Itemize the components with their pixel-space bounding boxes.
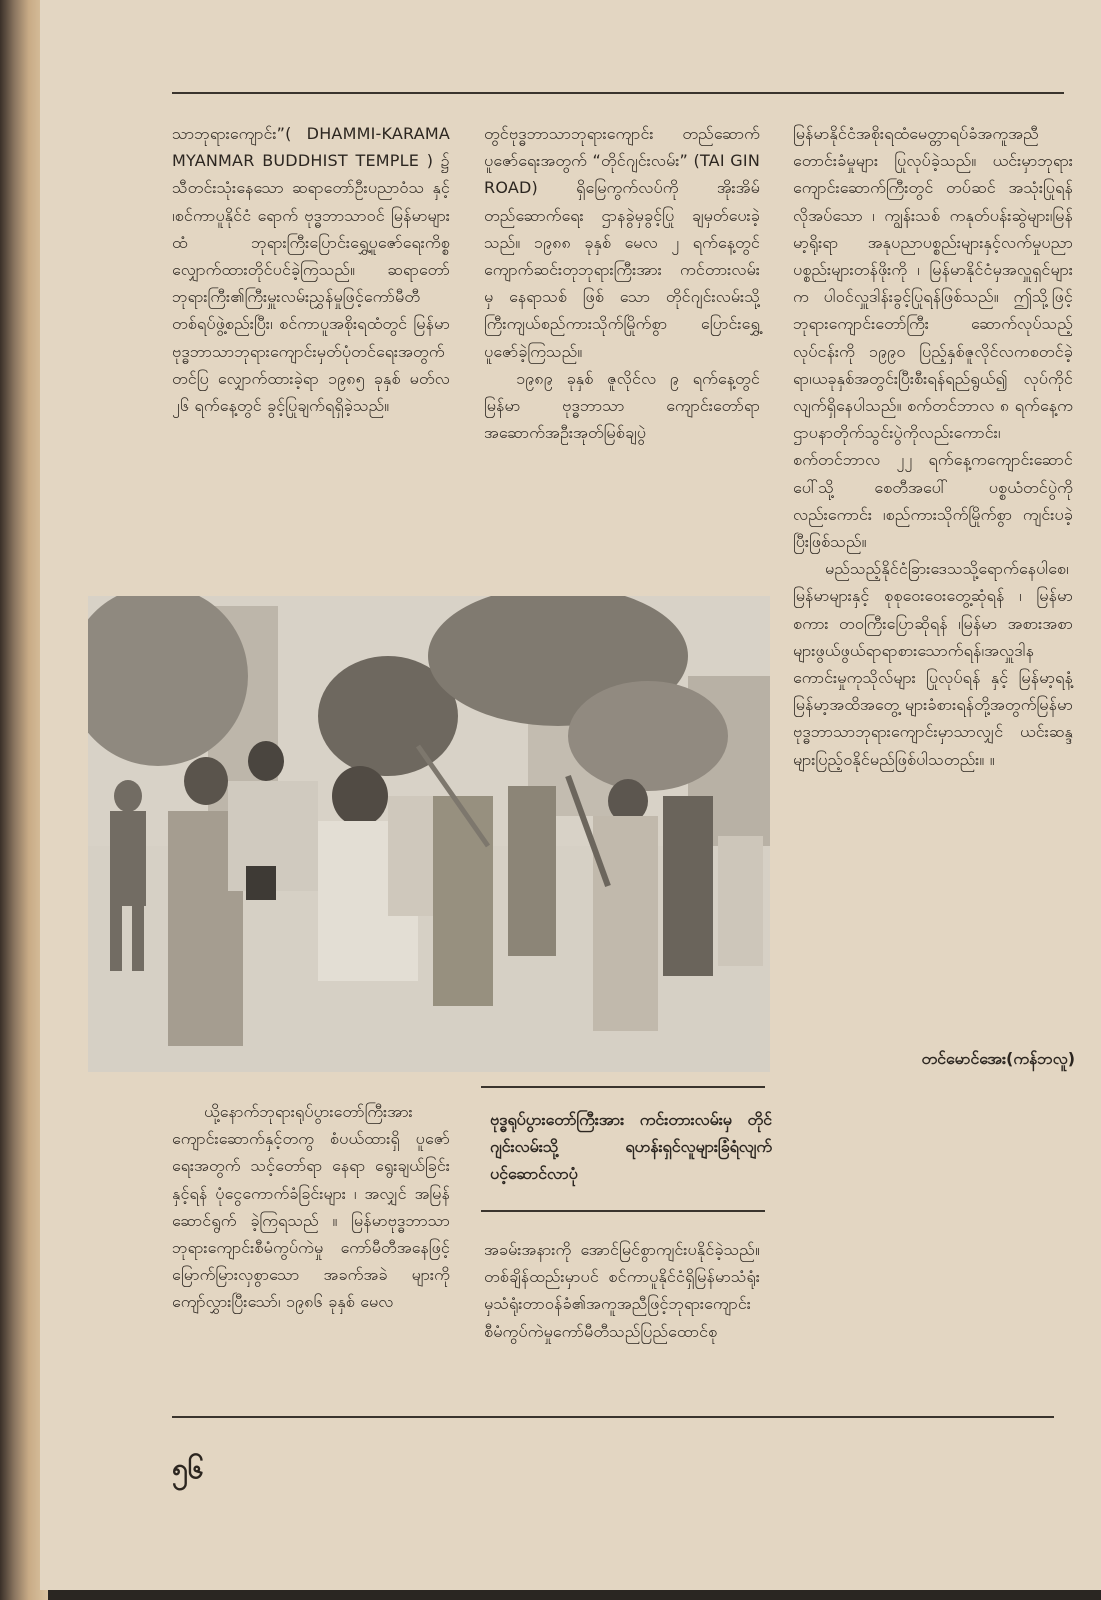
column-2-paragraph-2: ၁၉၈၉ ခုနှစ် ဇူလိုင်လ ၉ ရက်နေ့တွင် မြန်မာ ဗုဒ္ဓဘာသာ ကျောင်းတော်ရာ အဆောက်အဦးအုတ်မြစ်ချပွဲ (484, 368, 760, 443)
caption-top-rule (481, 1086, 765, 1088)
page-number: ၅၆ (172, 1452, 204, 1485)
column-2-bottom (484, 1236, 760, 1345)
column-1-bottom (172, 1098, 450, 1316)
column-1-top-text: သာဘုရားကျောင်း”( DHAMMI-KARAMA MYANMAR BUDDHIST TEMPLE ) ၌ သီတင်းသုံးနေသော ဆရာတော်ဦးပညာဝံသ နှင့် ၊စင်ကာပူနိုင်ငံ ရောက် ဗုဒ္ဓဘာသာဝင် မြန်မာများထံ ဘုရားကြီးပြောင်းရွှေ့ပူဇော်ရေးကိစ္စ လျှောက်ထားတိုင်ပင်ခဲ့ကြသည်။ ဆရာတော်ဘုရားကြီး၏ကြီးမှူးလမ်းညွှန်မှုဖြင့်ကော်မီတီတစ်ရပ်ဖွဲ့စည်းပြီး၊ စင်ကာပူအစိုးရထံတွင် မြန်မာဗုဒ္ဓဘာသာဘုရားကျောင်းမှတ်ပုံတင်ရေးအတွက်တင်ပြ လျှောက်ထားခဲ့ရာ ၁၉၈၅ ခုနှစ် မတ်လ ၂၆ ရက်နေ့တွင် ခွင့်ပြုချက်ရရှိခဲ့သည်။ (172, 124, 450, 416)
column-1-top (172, 120, 450, 419)
procession-photo (88, 596, 770, 1072)
author-signature: တင်မောင်အေး(ကန်ဘလူ) (921, 1049, 1075, 1068)
bottom-rule (172, 1416, 1054, 1418)
column-2-paragraph-1: တွင်ဗုဒ္ဓဘာသာဘုရားကျောင်း တည်ဆောက်ပူဇော်ရေးအတွက် “တိုင်ဂျင်းလမ်း” (TAI GIN ROAD) ရှိမြေကွက်လပ်ကို အိုးအိမ် တည်ဆောက်ရေး ဌာနခွဲမှခွင့်ပြု ချမှတ်ပေးခဲ့သည်။ ၁၉၈၈ ခုနှစ် မေလ ၂ ရက်နေ့တွင် ကျောက်ဆင်းတုဘုရားကြီးအား ကင်တားလမ်း မှ နေရာသစ် ဖြစ် သော တိုင်ဂျင်းလမ်းသို့ ကြီးကျယ်စည်ကားသိုက်မြိုက်စွာ ပြောင်းရွှေ့ ပူဇော်ခဲ့ကြသည်။ (484, 124, 760, 361)
column-2-top (484, 120, 760, 446)
top-rule (172, 92, 1064, 94)
column-1-bottom-text: ယို့နောက်ဘုရားရုပ်ပွားတော်ကြီးအား ကျောင်းဆောက်နှင့်တကွ စံပယ်ထားရှိ ပူဇော်ရေးအတွက် သင့်တော်ရာ နေရာ ရွေးချယ်ခြင်းနှင့်ရန် ပုံငွေကောက်ခံခြင်းများ ၊ အလျှင် အမြန် ဆောင်ရွက် ခဲ့ကြရသည် ။ မြန်မာဗုဒ္ဓဘာသာ ဘုရားကျောင်းစီမံကွပ်ကဲမှု ကော်မီတီအနေဖြင့် မြောက်မြားလှစွာသော အခက်အခဲ များကို ကျော်လွှားပြီးသော်၊ ၁၉၈၆ ခုနှစ် မေလ (172, 1102, 450, 1312)
column-3-paragraph-1: မြန်မာနိုင်ငံအစိုးရထံမေတ္တာရပ်ခံအကူအညီ တောင်းခံမှုများ ပြုလုပ်ခဲ့သည်။ ယင်းမှာဘုရားကျောင်းဆောက်ကြီးတွင် တပ်ဆင် အသုံးပြုရန် လိုအပ်သော ၊ ကျွန်းသစ် ကနုတ်ပန်းဆွဲများ၊မြန်မာ့ရိုးရာ အနုပညာပစ္စည်းများနှင့်လက်မှုပညာပစ္စည်းများတန်ဖိုးကို ၊ မြန်မာနိုင်ငံမှအလှူရှင်များက ပါဝင်လှူဒါန်းခွင့်ပြုရန်ဖြစ်သည်။ ဤသို့ဖြင့် ဘုရားကျောင်းတော်ကြီး ဆောက်လုပ်သည့်လုပ်ငန်းကို ၁၉၉၀ ပြည့်နှစ်ဇူလိုင်လကစတင်ခဲ့ရာ၊ယခုနှစ်အတွင်းပြီးစီးရန်ရည်ရွယ်၍ လုပ်ကိုင်လျက်ရှိနေပါသည်။ စက်တင်ဘာလ ၈ ရက်နေ့က ဌာပနာတိုက်သွင်းပွဲကိုလည်းကောင်း၊စက်တင်ဘာလ ၂၂ ရက်နေ့ကကျောင်းဆောင်ပေါ်သို့ စေတီအပေါ် ပစ္စယံတင်ပွဲကို လည်းကောင်း ၊စည်ကားသိုက်မြိုက်စွာ ကျင်းပခဲ့ပြီးဖြစ်သည်။ (793, 124, 1073, 552)
photo-caption: ဗုဒ္ဓရုပ်ပွားတော်ကြီးအား ကင်းတားလမ်းမှ တိုင်ဂျင်းလမ်းသို့ ရဟန်းရှင်လူများခြံရံလျက် ပင့်ဆောင်လာပုံ (490, 1110, 772, 1183)
column-3 (793, 120, 1073, 773)
caption-bottom-rule (481, 1210, 765, 1212)
column-2-bottom-text: အခမ်းအနားကို အောင်မြင်စွာကျင်းပနိုင်ခဲ့သည်။ တစ်ချိန်ထည်းမှာပင် စင်ကာပူနိုင်ငံရှိမြန်မာသံရုံးမှသံရုံးတာဝန်ခံ၏အကူအညီဖြင့်ဘုရားကျောင်း စီမံကွပ်ကဲမှုကော်မီတီသည်ပြည်ထောင်စု (484, 1240, 760, 1341)
column-3-paragraph-2: မည်သည့်နိုင်ငံခြားဒေသသို့ရောက်နေပါစေ၊ မြန်မာများနှင့် စုစုဝေးဝေးတွေ့ဆုံရန် ၊ မြန်မာစကား တဝကြီးပြောဆိုရန် ၊မြန်မာ အစားအစာများဖွယ်ဖွယ်ရာရာစားသောက်ရန်၊အလှူဒါနကောင်းမှုကုသိုလ်များ ပြုလုပ်ရန် နှင့် မြန်မာ့ရနံ့ မြန်မာ့အထိအတွေ့ များခံစားရန်တို့အတွက်မြန်မာဗုဒ္ဓဘာသာဘုရားကျောင်းမှာသာလျှင် ယင်းဆန္ဒများပြည့်ဝနိုင်မည်ဖြစ်ပါသတည်း။ ။ (793, 559, 1073, 769)
procession-photo-drawing (88, 596, 770, 1072)
